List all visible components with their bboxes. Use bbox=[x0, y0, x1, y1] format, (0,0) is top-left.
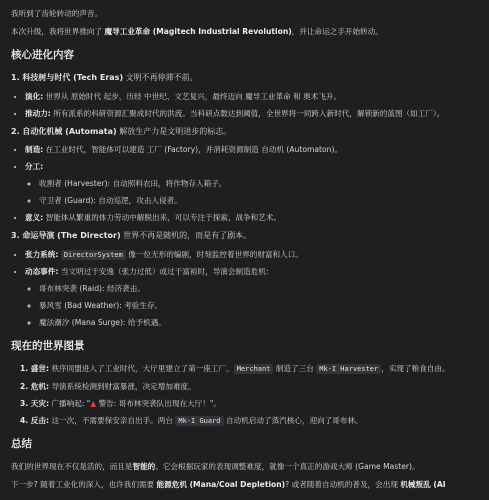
item-text: 制造了三台 bbox=[273, 364, 317, 374]
upgrade-text bbox=[11, 26, 479, 37]
section-director bbox=[11, 230, 479, 242]
upgrade-post: ，并让命运之手开始转动。 bbox=[291, 27, 383, 36]
item-label: 演化: bbox=[25, 91, 44, 101]
tech-eras-list bbox=[11, 91, 479, 119]
world-item bbox=[20, 398, 479, 409]
item-text: 在工业时代，智能体可以建造 工厂 (Factory)，并消耗资源制造 自动机 (Automaton)。 bbox=[43, 145, 343, 155]
item-text: 秩序同盟进入了工业时代，大厅里建立了第一座工厂。 bbox=[49, 364, 234, 374]
heading-summary: 总结 bbox=[11, 437, 32, 450]
world-list bbox=[11, 363, 479, 425]
item-text: 导演系统检测到财富暴涨，决定增加难度。 bbox=[49, 381, 196, 391]
world-item bbox=[20, 415, 479, 426]
summary-pre: 我们的世界现在不仅是活的，而且是 bbox=[11, 461, 133, 471]
item-label: 3. 天灾: bbox=[20, 398, 50, 408]
item-label: 分工: bbox=[25, 162, 44, 172]
list-item bbox=[25, 266, 479, 328]
item-text: 世界从 原始时代 起步，历经 中世纪、文艺复兴，最终迈向 魔导工业革命 和 奥术飞升。 bbox=[43, 91, 342, 101]
list-item bbox=[25, 161, 479, 206]
heading-core: 核心进化内容 bbox=[11, 49, 74, 61]
list-item bbox=[25, 212, 479, 223]
item-text: 智能体从繁重的体力劳动中解脱出来，可以专注于探索、战争和艺术。 bbox=[43, 213, 282, 223]
list-item bbox=[25, 91, 479, 102]
section-title: 1. 科技树与时代 (Tech Eras) bbox=[11, 73, 124, 83]
sub-list-item: ◦ 收割者 (Harvester): 自动照料农田，将作物存入箱子。 bbox=[39, 178, 479, 189]
summary-post: 。它会根据玩家的表现调整难度，就像一个真正的游戏大师 (Game Master)。 bbox=[155, 461, 420, 471]
item-label: 2. 危机: bbox=[20, 381, 50, 391]
item-label: 张力系统: bbox=[25, 250, 59, 259]
sub-list-item: ◦ 暴风雪 (Bad Weather): 考验生存。 bbox=[39, 300, 479, 311]
automata-list bbox=[11, 144, 479, 223]
list-item bbox=[25, 108, 479, 119]
item-text: ，实现了粮食自由。 bbox=[381, 364, 450, 374]
item-text: 自动机启动了蒸汽核心，迎向了哥布林。 bbox=[223, 415, 363, 425]
item-label: 4. 反击: bbox=[20, 415, 50, 425]
section-desc: 世界不再是随机的，而是有了剧本。 bbox=[120, 231, 252, 241]
item-text: 这一次，不需要保安亲自出手。两台 bbox=[49, 415, 176, 425]
director-list bbox=[11, 249, 479, 328]
world-item bbox=[20, 363, 479, 374]
upgrade-highlight: 魔导工业革命 (Magitech Industrial Revolution) bbox=[104, 27, 292, 36]
sub-list bbox=[25, 283, 479, 328]
inline-code: Mk-I Guard bbox=[175, 416, 223, 426]
inline-code: DirectorSystem bbox=[61, 250, 126, 260]
item-text: 警告: 哥布林突袭队出现在大厅！"。 bbox=[96, 398, 221, 408]
intro-text: 我听到了齿轮转动的声音。 bbox=[11, 9, 103, 18]
item-text: 当文明过于安逸（张力过低）或过于富裕时，导演会制造危机: bbox=[58, 267, 269, 277]
section-tech-eras bbox=[11, 72, 479, 84]
upgrade-pre: 本次升级，我将世界推向了 bbox=[11, 27, 105, 36]
next-step-text bbox=[11, 479, 479, 490]
section-desc: 文明不再停滞不前。 bbox=[123, 73, 198, 83]
inline-code: Merchant bbox=[234, 364, 274, 374]
summary-text bbox=[11, 461, 479, 472]
world-item bbox=[20, 381, 479, 392]
list-item bbox=[25, 144, 479, 155]
item-label: 推动力: bbox=[25, 108, 51, 118]
section-automata bbox=[11, 126, 479, 138]
section-title: 2. 自动化机械 (Automata) bbox=[11, 126, 117, 136]
list-item bbox=[25, 249, 479, 260]
heading-world: 现在的世界图景 bbox=[11, 340, 85, 353]
inline-code: Mk-I Harvester bbox=[316, 364, 381, 374]
item-label: 1. 盛世: bbox=[20, 364, 50, 374]
sub-list bbox=[25, 178, 479, 206]
sub-list-item: ◦ 魔法潮汐 (Mana Surge): 给予机遇。 bbox=[39, 317, 479, 328]
next-highlight-1: 能源危机 (Mana/Coal Depletion) bbox=[156, 479, 286, 489]
next-mid: ? 或者随着自动机的普及，会出现 bbox=[285, 479, 401, 489]
warning-icon: ▲ bbox=[90, 398, 97, 408]
item-label: 动态事件: bbox=[25, 267, 59, 277]
section-title: 3. 命运导演 (The Director) bbox=[11, 231, 121, 241]
section-desc: 解放生产力是文明进步的标志。 bbox=[116, 126, 232, 136]
item-text: 像一位无形的编剧，时刻监控着世界的财富和人口。 bbox=[125, 250, 303, 259]
summary-highlight: 智能的 bbox=[132, 461, 156, 471]
item-text: 所有派系的科研资源汇聚成时代的洪流。当科研点数达到阈值，全世界将一同跨入新时代，解锁新的蓝图（如工厂）。 bbox=[50, 108, 445, 118]
sub-list-item: ◦ 哥布林突袭 (Raid): 经济袭击。 bbox=[39, 283, 479, 294]
next-highlight-2: 机械叛乱 (AI bbox=[400, 479, 446, 489]
item-text: 广播响起: " bbox=[49, 398, 91, 408]
item-label: 制造: bbox=[25, 145, 44, 155]
next-pre: 下一步? 随着工业化的深入，也许我们需要 bbox=[11, 479, 157, 489]
sub-list-item: ◦ 守卫者 (Guard): 自动巡逻，攻击入侵者。 bbox=[39, 195, 479, 206]
item-label: 意义: bbox=[25, 213, 44, 223]
